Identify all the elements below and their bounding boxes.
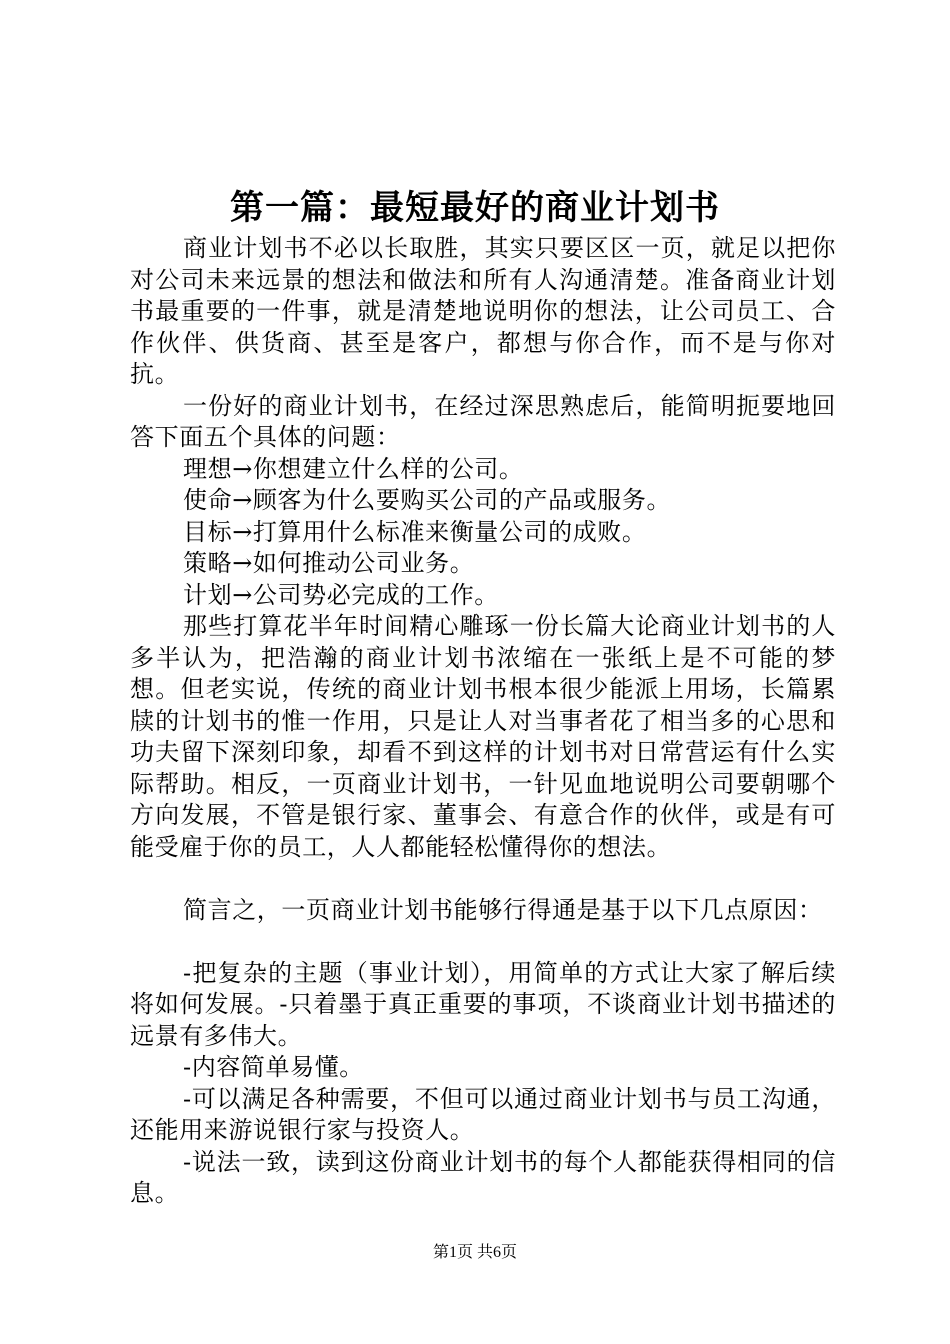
reason-item: -内容简单易懂。 [183, 1053, 364, 1081]
question-plan: 计划→公司势必完成的工作。 [183, 580, 499, 609]
question-mission: 使命→顾客为什么要购买公司的产品或服务。 [183, 486, 672, 514]
document-body [130, 233, 836, 1210]
blank-line [130, 926, 836, 958]
page-title: 第一篇：最短最好的商业计划书 [230, 188, 720, 228]
paragraph-reasons-intro: 简言之，一页商业计划书能够行得通是基于以下几点原因： [183, 895, 823, 924]
reason-item: -可以满足各种需要，不但可以通过商业计划书与员工沟通，还能用来游说银行家与投资人。 [130, 1084, 836, 1144]
paragraph-long-plans: 那些打算花半年时间精心雕琢一份长篇大论商业计划书的人多半认为，把浩瀚的商业计划书浓缩在一张纸上是不可能的梦想。但老实说，传统的商业计划书根本很少能派上用场，长篇累牍的计划书的惟一作用，只是让人对当事者花了相当多的心思和功夫留下深刻印象，却看不到这样的计划书对日常营运有什么实际帮助。相反，一页商业计划书，一针见血地说明公司要朝哪个方向发展，不管是银行家、董事会、有意合作的伙伴，或是有可能受雇于你的员工，人人都能轻松懂得你的想法。 [130, 612, 836, 861]
page-footer: 第1页 共6页 [432, 1244, 517, 1261]
question-strategy: 策略→如何推动公司业务。 [183, 549, 475, 577]
reason-item: -把复杂的主题（事业计划），用简单的方式让大家了解后续将如何发展。-只着墨于真正重要的事项，不谈商业计划书描述的远景有多伟大。 [130, 958, 836, 1050]
paragraph-questions-lead: 一份好的商业计划书，在经过深思熟虑后，能简明扼要地回答下面五个具体的问题： [130, 391, 836, 451]
question-ideal: 理想→你想建立什么样的公司。 [183, 454, 524, 483]
question-goal: 目标→打算用什么标准来衡量公司的成败。 [183, 517, 647, 546]
reason-item: -说法一致，读到这份商业计划书的每个人都能获得相同的信息。 [130, 1147, 836, 1207]
paragraph-intro: 商业计划书不必以长取胜，其实只要区区一页，就足以把你对公司未来远景的想法和做法和所有人沟通清楚。准备商业计划书最重要的一件事，就是清楚地说明你的想法，让公司员工、合作伙伴、供货商、甚至是客户，都想与你合作，而不是与你对抗。 [130, 234, 836, 388]
blank-line [130, 863, 836, 895]
